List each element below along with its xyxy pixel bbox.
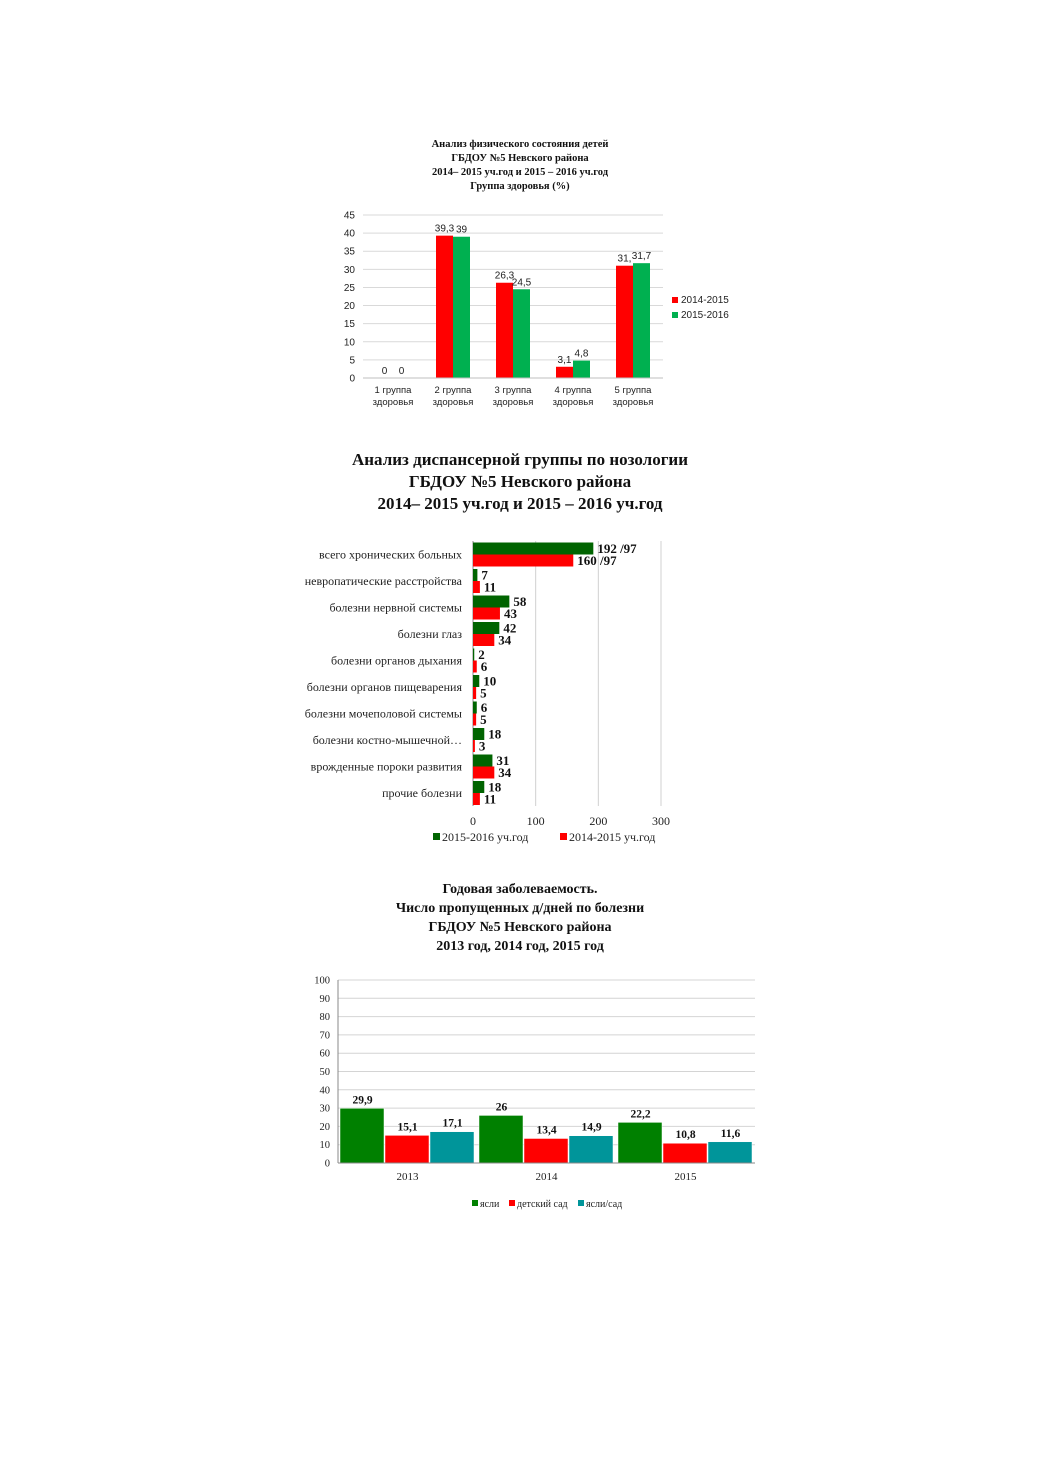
legend-swatch [578, 1200, 584, 1206]
y-tick-label: 5 [349, 355, 355, 367]
chart3-title-line: Число пропущенных д/дней по болезни [395, 901, 645, 916]
data-label: 34 [498, 632, 512, 648]
x-tick-label: 2015 [674, 1171, 697, 1183]
y-tick-label: 90 [319, 993, 330, 1005]
data-label: 22,2 [630, 1108, 651, 1121]
data-label: 13,4 [536, 1124, 557, 1137]
category-label: болезни мочеполовой системы [304, 706, 462, 721]
data-label: 0 [398, 366, 405, 377]
x-tick-label: 4 группа здоровья [552, 385, 594, 408]
data-label: 3,1 [557, 354, 572, 366]
data-label: 7 [481, 567, 488, 583]
data-label: 6 [480, 700, 488, 715]
y-tick-label: 15 [343, 319, 355, 331]
bar [524, 1138, 568, 1163]
category-label: болезни глаз [397, 626, 462, 641]
y-tick-label: 20 [343, 301, 355, 313]
x-tick-label: 2 группа здоровья [432, 385, 474, 408]
x-tick-label: 1 группа здоровья [372, 385, 414, 408]
bar [430, 1132, 474, 1163]
x-tick-label: 2014 [535, 1171, 558, 1183]
category-label: болезни костно-мышечной… [312, 732, 462, 747]
chart2-title-line: ГБДОУ №5 Невского района [408, 472, 632, 491]
data-label: 42 [503, 620, 517, 636]
x-tick-label: 200 [589, 814, 608, 828]
data-label: 39,3 [434, 223, 455, 235]
bar [663, 1143, 707, 1163]
chart1-title-line: 2014– 2015 уч.год и 2015 – 2016 уч.год [431, 167, 609, 178]
y-tick-label: 40 [319, 1085, 330, 1097]
category-label: болезни органов дыхания [330, 653, 462, 668]
data-label: 58 [513, 594, 527, 609]
data-label: 15,1 [397, 1121, 418, 1134]
data-label: 10 [483, 673, 497, 689]
data-label: 18 [488, 779, 502, 795]
bar [708, 1142, 752, 1163]
bar [479, 1115, 523, 1163]
data-label: 4,8 [574, 348, 589, 360]
y-tick-label: 0 [349, 373, 355, 385]
category-label: прочие болезни [382, 785, 462, 800]
data-label: 26 [495, 1101, 508, 1114]
legend-label: 2015-2016 [681, 310, 729, 321]
data-label: 11 [483, 579, 497, 595]
bar [618, 1122, 662, 1163]
data-label: 192 /97 [597, 541, 637, 556]
y-tick-label: 25 [343, 282, 355, 294]
bar [385, 1135, 429, 1163]
x-tick-label: 3 группа здоровья [492, 385, 534, 408]
x-tick-label: 0 [470, 814, 476, 828]
category-label: врожденные пороки развития [310, 759, 462, 774]
y-tick-label: 20 [319, 1121, 330, 1133]
data-label: 26,3 [494, 270, 515, 282]
data-label: 5 [480, 685, 487, 701]
legend-swatch [472, 1200, 478, 1206]
data-label: 6 [480, 659, 488, 674]
y-tick-label: 10 [319, 1140, 330, 1152]
legend-swatch [509, 1200, 515, 1206]
y-tick-label: 0 [324, 1158, 330, 1170]
bar [340, 1108, 384, 1163]
y-tick-label: 10 [343, 337, 355, 349]
data-label: 5 [480, 712, 487, 727]
chart2-title-line: 2014– 2015 уч.год и 2015 – 2016 уч.год [377, 494, 663, 513]
legend-label: 2014-2015 [681, 295, 729, 306]
data-label: 18 [488, 726, 502, 742]
data-label: 160 /97 [577, 553, 617, 568]
y-tick-label: 70 [319, 1030, 330, 1042]
category-label: болезни нервной системы [329, 600, 462, 615]
bar [569, 1136, 613, 1163]
category-label: болезни органов пищеварения [306, 679, 462, 694]
data-label: 10,8 [675, 1129, 696, 1142]
y-tick-label: 35 [343, 246, 355, 258]
y-tick-label: 100 [314, 975, 330, 987]
legend-label: детский сад [517, 1199, 568, 1210]
data-label: 29,9 [352, 1094, 373, 1107]
chart1-title-line: Анализ физического состояния детей [431, 139, 609, 150]
x-tick-label: 100 [526, 814, 545, 828]
x-tick-label: 2013 [396, 1171, 419, 1183]
y-tick-label: 60 [319, 1048, 330, 1060]
legend-label: 2015-2016 уч.год [442, 830, 529, 844]
data-label: 39 [455, 224, 468, 236]
y-tick-label: 45 [343, 210, 355, 222]
data-label: 31,7 [631, 251, 652, 263]
data-label: 3 [478, 738, 486, 754]
chart3-title-line: Годовая заболеваемость. [442, 882, 598, 897]
data-label: 0 [381, 366, 388, 377]
data-label: 11,6 [720, 1127, 741, 1140]
data-label: 24,5 [511, 277, 532, 289]
x-tick-label: 5 группа здоровья [612, 385, 654, 408]
y-tick-label: 80 [319, 1012, 330, 1024]
chart1-title-line: ГБДОУ №5 Невского района [451, 153, 589, 164]
chart3-title-line: 2013 год, 2014 год, 2015 год [436, 939, 604, 954]
chart3-title-line: ГБДОУ №5 Невского района [428, 920, 612, 935]
data-label: 17,1 [442, 1117, 463, 1130]
data-label: 31 [496, 753, 510, 768]
legend-label: ясли [480, 1199, 500, 1210]
x-tick-label: 300 [652, 814, 670, 828]
data-label: 31, [617, 253, 632, 265]
y-tick-label: 40 [343, 228, 355, 240]
category-label: невропатические расстройства [304, 573, 462, 588]
y-tick-label: 30 [319, 1103, 330, 1115]
category-label: всего хронических больных [319, 547, 462, 562]
y-tick-label: 30 [343, 264, 355, 276]
legend-label: 2014-2015 уч.год [569, 830, 656, 844]
chart2-title-line: Анализ диспансерной группы по нозологии [351, 450, 688, 469]
data-label: 14,9 [581, 1121, 602, 1134]
data-label: 2 [478, 647, 485, 662]
legend-label: ясли/сад [586, 1199, 623, 1210]
y-tick-label: 50 [319, 1067, 330, 1078]
data-label: 43 [503, 606, 517, 621]
chart1-title-line: Группа здоровья (%) [470, 181, 570, 192]
data-label: 34 [498, 765, 512, 780]
data-label: 11 [483, 791, 497, 807]
